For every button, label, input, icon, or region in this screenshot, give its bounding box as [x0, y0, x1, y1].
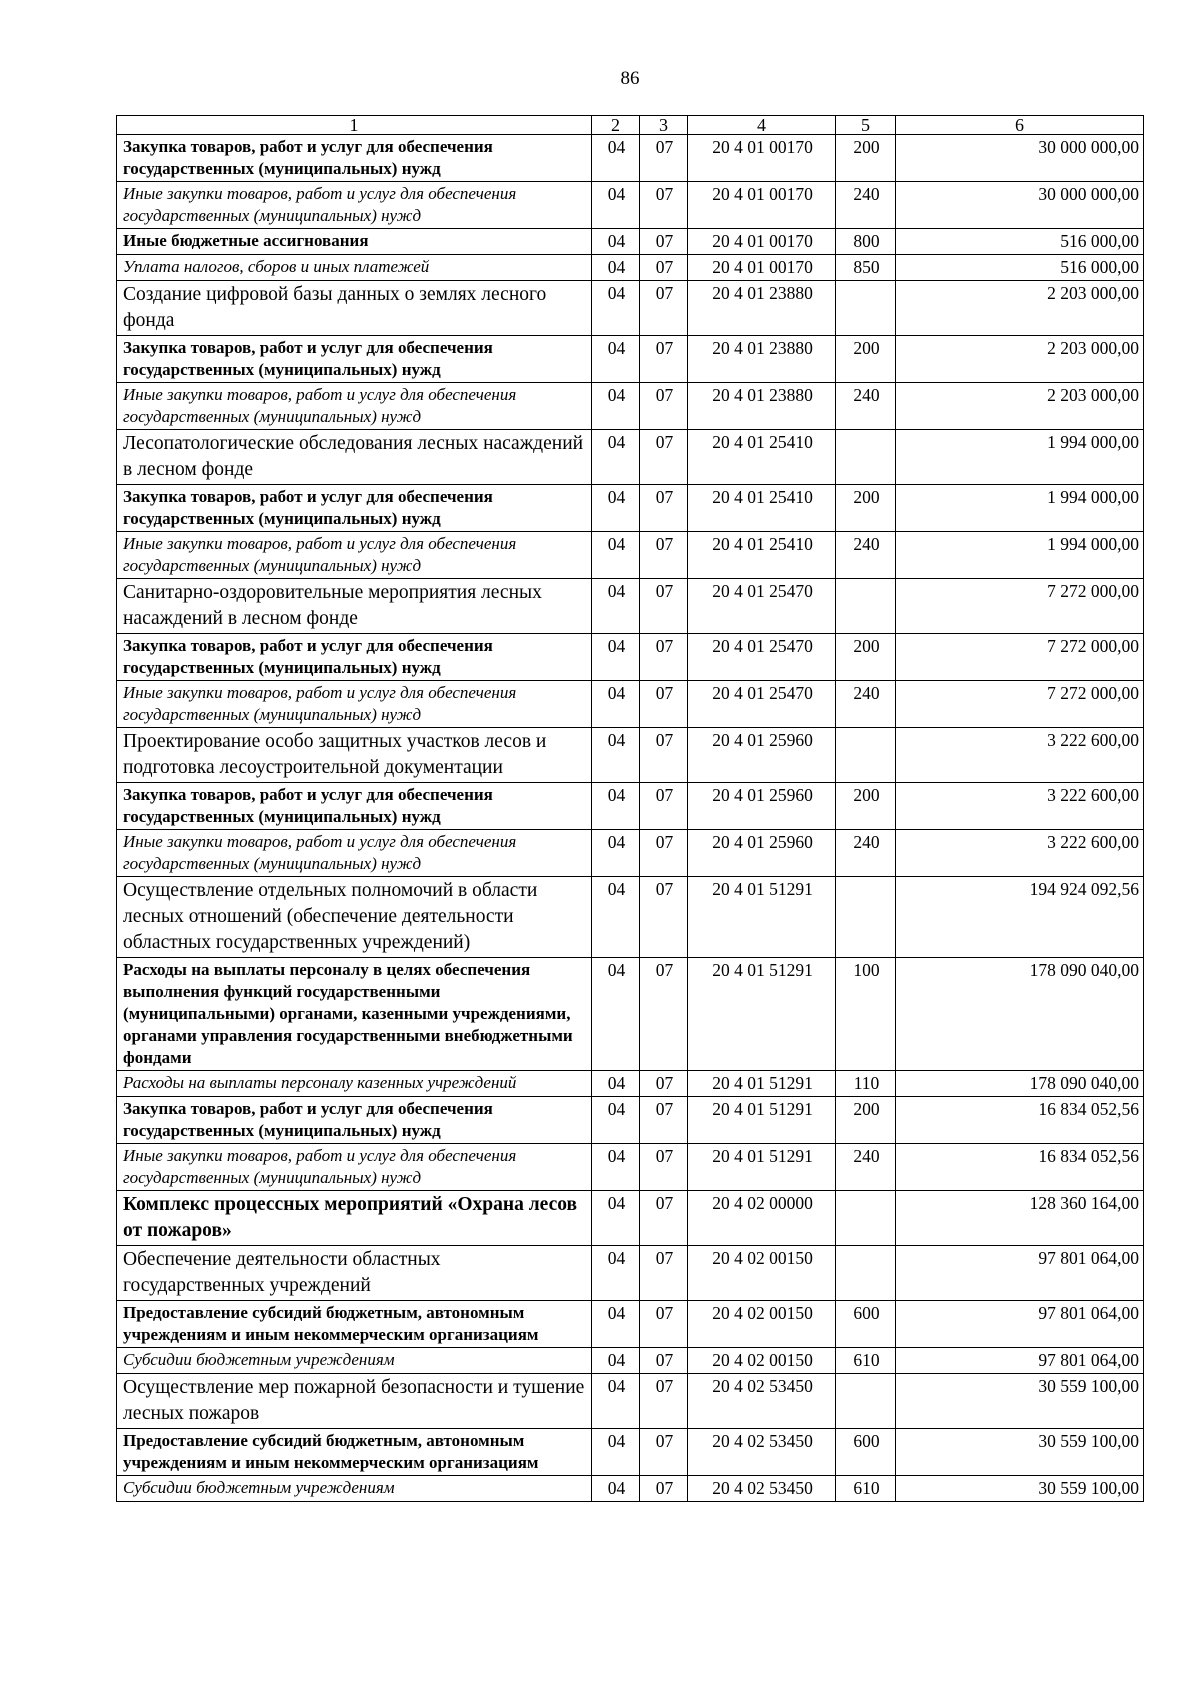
cell-amount: 30 559 100,00 — [896, 1429, 1144, 1476]
cell-section: 04 — [592, 1071, 640, 1097]
cell-target-code: 20 4 02 53450 — [688, 1374, 836, 1429]
cell-section: 04 — [592, 430, 640, 485]
column-header-2: 2 — [592, 116, 640, 135]
cell-target-code: 20 4 01 51291 — [688, 1144, 836, 1191]
cell-section: 04 — [592, 1097, 640, 1144]
cell-section: 04 — [592, 1301, 640, 1348]
cell-section: 04 — [592, 1191, 640, 1246]
cell-expense-type: 200 — [836, 485, 896, 532]
cell-section: 04 — [592, 229, 640, 255]
cell-name: Закупка товаров, работ и услуг для обеспечения государственных (муниципальных) нужд — [117, 135, 592, 182]
cell-amount: 30 559 100,00 — [896, 1476, 1144, 1502]
table-row — [117, 229, 1144, 255]
cell-name: Закупка товаров, работ и услуг для обеспечения государственных (муниципальных) нужд — [117, 783, 592, 830]
cell-expense-type: 800 — [836, 229, 896, 255]
table-row — [117, 430, 1144, 485]
cell-section: 04 — [592, 1374, 640, 1429]
cell-expense-type — [836, 728, 896, 783]
cell-subsection: 07 — [640, 1348, 688, 1374]
cell-target-code: 20 4 02 00150 — [688, 1301, 836, 1348]
cell-amount: 178 090 040,00 — [896, 958, 1144, 1071]
cell-name: Уплата налогов, сборов и иных платежей — [117, 255, 592, 281]
cell-target-code: 20 4 01 25410 — [688, 532, 836, 579]
cell-target-code: 20 4 01 23880 — [688, 336, 836, 383]
column-header-3: 3 — [640, 116, 688, 135]
cell-expense-type: 240 — [836, 383, 896, 430]
cell-subsection: 07 — [640, 1429, 688, 1476]
table-row — [117, 1301, 1144, 1348]
table-row — [117, 830, 1144, 877]
budget-table — [116, 115, 1144, 1502]
table-row — [117, 383, 1144, 430]
cell-amount: 97 801 064,00 — [896, 1246, 1144, 1301]
cell-name: Расходы на выплаты персоналу в целях обеспечения выполнения функций государственными (муниципальными) органами, казенными учреждениями, органами управления государственными внебюджетными фондами — [117, 958, 592, 1071]
cell-section: 04 — [592, 830, 640, 877]
table-row — [117, 1476, 1144, 1502]
cell-name: Иные закупки товаров, работ и услуг для обеспечения государственных (муниципальных) нужд — [117, 681, 592, 728]
cell-section: 04 — [592, 1246, 640, 1301]
cell-target-code: 20 4 02 00150 — [688, 1246, 836, 1301]
cell-amount: 30 000 000,00 — [896, 182, 1144, 229]
cell-name: Лесопатологические обследования лесных насаждений в лесном фонде — [117, 430, 592, 485]
cell-name: Иные закупки товаров, работ и услуг для обеспечения государственных (муниципальных) нужд — [117, 1144, 592, 1191]
page-number: 86 — [620, 68, 640, 89]
cell-amount: 2 203 000,00 — [896, 383, 1144, 430]
cell-expense-type: 200 — [836, 1097, 896, 1144]
cell-subsection: 07 — [640, 430, 688, 485]
cell-subsection: 07 — [640, 1071, 688, 1097]
cell-expense-type: 200 — [836, 634, 896, 681]
table-row — [117, 579, 1144, 634]
cell-subsection: 07 — [640, 255, 688, 281]
cell-amount: 1 994 000,00 — [896, 430, 1144, 485]
cell-name: Санитарно-оздоровительные мероприятия лесных насаждений в лесном фонде — [117, 579, 592, 634]
table-row — [117, 255, 1144, 281]
cell-section: 04 — [592, 135, 640, 182]
cell-expense-type — [836, 1374, 896, 1429]
cell-target-code: 20 4 02 00150 — [688, 1348, 836, 1374]
table-row — [117, 634, 1144, 681]
cell-expense-type: 240 — [836, 681, 896, 728]
cell-section: 04 — [592, 1348, 640, 1374]
cell-target-code: 20 4 01 51291 — [688, 1071, 836, 1097]
cell-target-code: 20 4 01 25470 — [688, 579, 836, 634]
cell-name: Иные закупки товаров, работ и услуг для обеспечения государственных (муниципальных) нужд — [117, 830, 592, 877]
cell-expense-type: 610 — [836, 1348, 896, 1374]
cell-expense-type — [836, 430, 896, 485]
cell-subsection: 07 — [640, 1476, 688, 1502]
cell-target-code: 20 4 01 51291 — [688, 877, 836, 958]
cell-subsection: 07 — [640, 728, 688, 783]
cell-section: 04 — [592, 579, 640, 634]
cell-expense-type: 850 — [836, 255, 896, 281]
cell-target-code: 20 4 01 00170 — [688, 182, 836, 229]
cell-expense-type: 240 — [836, 532, 896, 579]
cell-name: Осуществление мер пожарной безопасности и тушение лесных пожаров — [117, 1374, 592, 1429]
table-row — [117, 281, 1144, 336]
table-row — [117, 1191, 1144, 1246]
cell-subsection: 07 — [640, 281, 688, 336]
cell-target-code: 20 4 01 51291 — [688, 1097, 836, 1144]
cell-name: Субсидии бюджетным учреждениям — [117, 1348, 592, 1374]
cell-amount: 516 000,00 — [896, 255, 1144, 281]
cell-expense-type: 200 — [836, 783, 896, 830]
cell-amount: 1 994 000,00 — [896, 532, 1144, 579]
cell-expense-type: 200 — [836, 336, 896, 383]
cell-target-code: 20 4 01 25470 — [688, 681, 836, 728]
cell-section: 04 — [592, 681, 640, 728]
cell-section: 04 — [592, 532, 640, 579]
cell-name: Осуществление отдельных полномочий в области лесных отношений (обеспечение деятельности областных государственных учреждений) — [117, 877, 592, 958]
cell-expense-type: 240 — [836, 1144, 896, 1191]
cell-section: 04 — [592, 336, 640, 383]
table-row — [117, 1429, 1144, 1476]
table-header-row — [117, 116, 1144, 135]
cell-expense-type: 600 — [836, 1301, 896, 1348]
cell-name: Иные закупки товаров, работ и услуг для обеспечения государственных (муниципальных) нужд — [117, 532, 592, 579]
cell-target-code: 20 4 01 00170 — [688, 229, 836, 255]
cell-amount: 7 272 000,00 — [896, 579, 1144, 634]
cell-name: Закупка товаров, работ и услуг для обеспечения государственных (муниципальных) нужд — [117, 336, 592, 383]
cell-name: Иные закупки товаров, работ и услуг для обеспечения государственных (муниципальных) нужд — [117, 383, 592, 430]
cell-subsection: 07 — [640, 336, 688, 383]
cell-expense-type — [836, 1246, 896, 1301]
cell-amount: 7 272 000,00 — [896, 681, 1144, 728]
column-header-1: 1 — [117, 116, 592, 135]
cell-expense-type: 200 — [836, 135, 896, 182]
cell-expense-type — [836, 579, 896, 634]
cell-subsection: 07 — [640, 383, 688, 430]
cell-amount: 128 360 164,00 — [896, 1191, 1144, 1246]
cell-section: 04 — [592, 255, 640, 281]
cell-section: 04 — [592, 383, 640, 430]
cell-subsection: 07 — [640, 135, 688, 182]
cell-amount: 30 559 100,00 — [896, 1374, 1144, 1429]
cell-expense-type — [836, 281, 896, 336]
cell-name: Обеспечение деятельности областных государственных учреждений — [117, 1246, 592, 1301]
table-row — [117, 681, 1144, 728]
cell-amount: 3 222 600,00 — [896, 830, 1144, 877]
cell-subsection: 07 — [640, 182, 688, 229]
cell-subsection: 07 — [640, 579, 688, 634]
cell-subsection: 07 — [640, 877, 688, 958]
cell-target-code: 20 4 01 25960 — [688, 830, 836, 877]
table-row — [117, 135, 1144, 182]
cell-amount: 30 000 000,00 — [896, 135, 1144, 182]
table-row — [117, 1374, 1144, 1429]
table-row — [117, 1144, 1144, 1191]
cell-subsection: 07 — [640, 229, 688, 255]
table-row — [117, 336, 1144, 383]
cell-target-code: 20 4 01 25410 — [688, 485, 836, 532]
cell-section: 04 — [592, 485, 640, 532]
cell-subsection: 07 — [640, 532, 688, 579]
cell-amount: 2 203 000,00 — [896, 281, 1144, 336]
cell-section: 04 — [592, 728, 640, 783]
cell-name: Иные закупки товаров, работ и услуг для обеспечения государственных (муниципальных) нужд — [117, 182, 592, 229]
cell-amount: 516 000,00 — [896, 229, 1144, 255]
cell-subsection: 07 — [640, 1144, 688, 1191]
cell-subsection: 07 — [640, 783, 688, 830]
cell-section: 04 — [592, 1476, 640, 1502]
cell-name: Закупка товаров, работ и услуг для обеспечения государственных (муниципальных) нужд — [117, 634, 592, 681]
cell-target-code: 20 4 01 25960 — [688, 728, 836, 783]
cell-amount: 7 272 000,00 — [896, 634, 1144, 681]
cell-name: Закупка товаров, работ и услуг для обеспечения государственных (муниципальных) нужд — [117, 1097, 592, 1144]
cell-amount: 194 924 092,56 — [896, 877, 1144, 958]
cell-expense-type: 100 — [836, 958, 896, 1071]
cell-name: Создание цифровой базы данных о землях лесного фонда — [117, 281, 592, 336]
cell-section: 04 — [592, 182, 640, 229]
cell-name: Закупка товаров, работ и услуг для обеспечения государственных (муниципальных) нужд — [117, 485, 592, 532]
cell-expense-type: 110 — [836, 1071, 896, 1097]
cell-section: 04 — [592, 1144, 640, 1191]
cell-subsection: 07 — [640, 1097, 688, 1144]
cell-name: Субсидии бюджетным учреждениям — [117, 1476, 592, 1502]
cell-subsection: 07 — [640, 1301, 688, 1348]
cell-expense-type: 240 — [836, 182, 896, 229]
cell-section: 04 — [592, 1429, 640, 1476]
cell-amount: 2 203 000,00 — [896, 336, 1144, 383]
cell-subsection: 07 — [640, 1246, 688, 1301]
table-row — [117, 877, 1144, 958]
cell-section: 04 — [592, 634, 640, 681]
cell-target-code: 20 4 01 25410 — [688, 430, 836, 485]
cell-subsection: 07 — [640, 634, 688, 681]
cell-expense-type — [836, 1191, 896, 1246]
table-row — [117, 485, 1144, 532]
cell-name: Иные бюджетные ассигнования — [117, 229, 592, 255]
table-row — [117, 958, 1144, 1071]
cell-target-code: 20 4 02 53450 — [688, 1429, 836, 1476]
cell-amount: 97 801 064,00 — [896, 1301, 1144, 1348]
cell-expense-type: 240 — [836, 830, 896, 877]
cell-target-code: 20 4 01 51291 — [688, 958, 836, 1071]
cell-amount: 16 834 052,56 — [896, 1144, 1144, 1191]
table-row — [117, 182, 1144, 229]
cell-expense-type: 600 — [836, 1429, 896, 1476]
cell-subsection: 07 — [640, 1191, 688, 1246]
table-row — [117, 1071, 1144, 1097]
cell-subsection: 07 — [640, 1374, 688, 1429]
cell-section: 04 — [592, 877, 640, 958]
table-row — [117, 783, 1144, 830]
column-header-5: 5 — [836, 116, 896, 135]
cell-target-code: 20 4 01 25470 — [688, 634, 836, 681]
cell-amount: 3 222 600,00 — [896, 783, 1144, 830]
cell-amount: 3 222 600,00 — [896, 728, 1144, 783]
table-row — [117, 1348, 1144, 1374]
cell-expense-type: 610 — [836, 1476, 896, 1502]
cell-subsection: 07 — [640, 485, 688, 532]
column-header-6: 6 — [896, 116, 1144, 135]
cell-amount: 178 090 040,00 — [896, 1071, 1144, 1097]
cell-subsection: 07 — [640, 681, 688, 728]
cell-target-code: 20 4 02 53450 — [688, 1476, 836, 1502]
cell-amount: 1 994 000,00 — [896, 485, 1144, 532]
cell-expense-type — [836, 877, 896, 958]
cell-target-code: 20 4 02 00000 — [688, 1191, 836, 1246]
cell-name: Проектирование особо защитных участков лесов и подготовка лесоустроительной документации — [117, 728, 592, 783]
cell-name: Комплекс процессных мероприятий «Охрана лесов от пожаров» — [117, 1191, 592, 1246]
table-row — [117, 728, 1144, 783]
cell-target-code: 20 4 01 00170 — [688, 255, 836, 281]
cell-amount: 16 834 052,56 — [896, 1097, 1144, 1144]
cell-target-code: 20 4 01 25960 — [688, 783, 836, 830]
table-row — [117, 1097, 1144, 1144]
cell-target-code: 20 4 01 00170 — [688, 135, 836, 182]
cell-amount: 97 801 064,00 — [896, 1348, 1144, 1374]
table-row — [117, 532, 1144, 579]
cell-subsection: 07 — [640, 958, 688, 1071]
table-row — [117, 1246, 1144, 1301]
cell-name: Расходы на выплаты персоналу казенных учреждений — [117, 1071, 592, 1097]
table-body — [117, 135, 1144, 1502]
cell-section: 04 — [592, 281, 640, 336]
cell-target-code: 20 4 01 23880 — [688, 281, 836, 336]
column-header-4: 4 — [688, 116, 836, 135]
cell-name: Предоставление субсидий бюджетным, автономным учреждениям и иным некоммерческим организациям — [117, 1301, 592, 1348]
cell-section: 04 — [592, 958, 640, 1071]
cell-name: Предоставление субсидий бюджетным, автономным учреждениям и иным некоммерческим организациям — [117, 1429, 592, 1476]
cell-subsection: 07 — [640, 830, 688, 877]
cell-target-code: 20 4 01 23880 — [688, 383, 836, 430]
cell-section: 04 — [592, 783, 640, 830]
